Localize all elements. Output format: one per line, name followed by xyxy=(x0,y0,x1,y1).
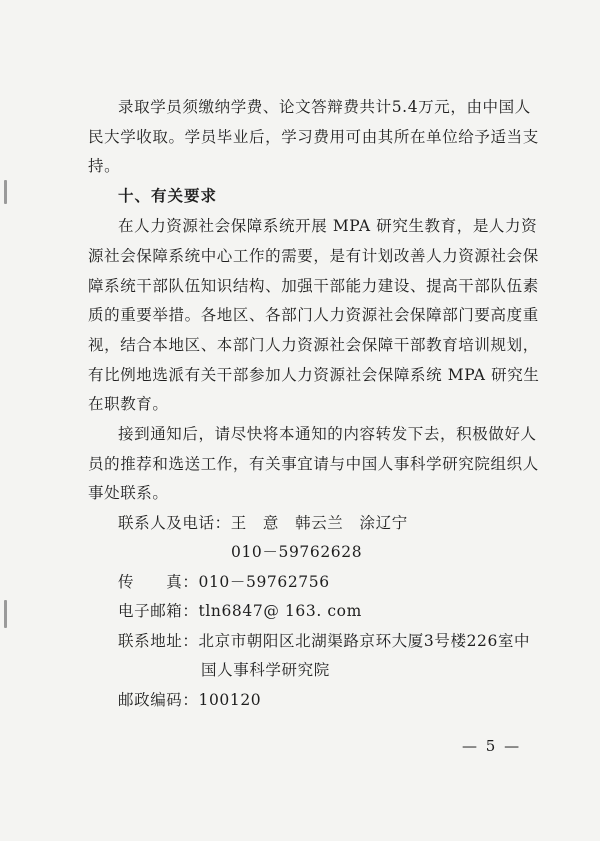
paragraph-line: 视，结合本地区、本部门人力资源社会保障干部教育培训规划， xyxy=(88,336,539,354)
scan-edge-mark xyxy=(4,180,7,204)
contact-people: 联系人及电话：王 意 韩云兰 涂辽宁 xyxy=(118,514,408,532)
paragraph-line: 持。 xyxy=(88,157,121,175)
contact-postcode: 邮政编码：100120 xyxy=(118,691,262,709)
paragraph-line: 接到通知后，请尽快将本通知的内容转发下去，积极做好人 xyxy=(118,425,537,443)
contact-fax: 传 真：010－59762756 xyxy=(118,573,330,591)
section-heading: 十、有关要求 xyxy=(118,186,218,205)
paragraph-line: 员的推荐和选送工作，有关事宜请与中国人事科学研究院组织人 xyxy=(88,455,539,473)
paragraph-line: 有比例地选派有关干部参加人力资源社会保障系统 MPA 研究生 xyxy=(88,366,540,384)
paragraph-line: 在人力资源社会保障系统开展 MPA 研究生教育，是人力资 xyxy=(118,217,538,235)
contact-email: 电子邮箱：tln6847@ 163. com xyxy=(118,602,362,620)
paragraph-line: 民大学收取。学员毕业后，学习费用可由其所在单位给予适当支 xyxy=(88,128,539,146)
paragraph-line: 质的重要举措。各地区、各部门人力资源社会保障部门要高度重 xyxy=(88,306,539,324)
paragraph-line: 录取学员须缴纳学费、论文答辩费共计5.4万元，由中国人 xyxy=(118,98,531,116)
paragraph-line: 源社会保障系统中心工作的需要，是有计划改善人力资源社会保 xyxy=(88,247,539,265)
contact-address: 联系地址：北京市朝阳区北湖渠路京环大厦3号楼226室中 xyxy=(118,632,531,650)
page-number: — 5 — xyxy=(462,737,522,755)
scan-edge-mark xyxy=(4,600,7,628)
contact-phone: 010－59762628 xyxy=(231,543,363,561)
paragraph-line: 事处联系。 xyxy=(88,484,169,502)
contact-address-continued: 国人事科学研究院 xyxy=(201,661,330,679)
paragraph-line: 障系统干部队伍知识结构、加强干部能力建设、提高干部队伍素 xyxy=(88,277,539,295)
paragraph-line: 在职教育。 xyxy=(88,395,169,413)
